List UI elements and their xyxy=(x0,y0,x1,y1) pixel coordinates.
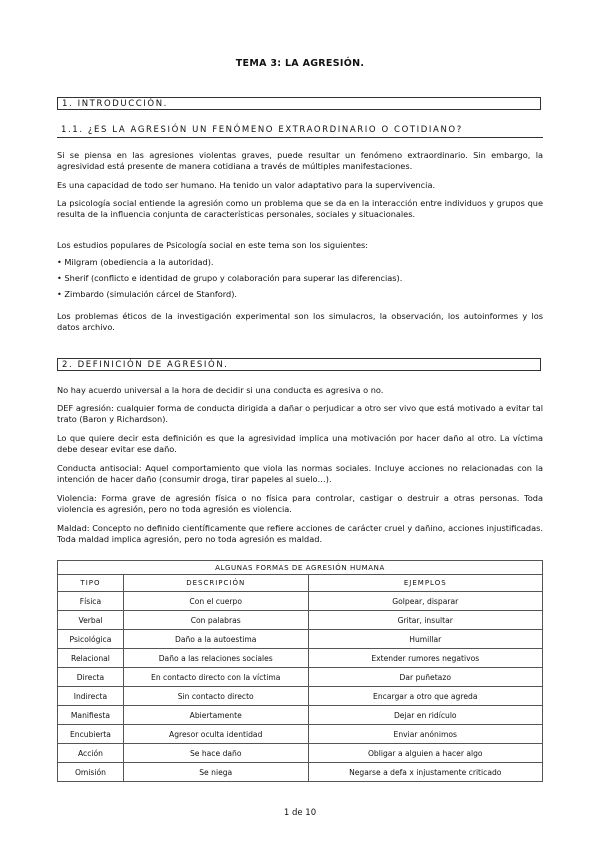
table-cell: Negarse a defa x injustamente criticado xyxy=(308,763,542,782)
table-row xyxy=(58,687,543,706)
intro-paragraph-3: La psicología social entiende la agresión como un problema que se da en la interacción entre individuos y grupos que resulta de la influencia conjunta de características personales, sociales y situacionales. xyxy=(57,198,543,219)
intro-paragraph-1: Si se piensa en las agresiones violentas graves, puede resultar un fenómeno extraordinario. Sin embargo, la agresividad está presente de manera cotidiana a través de múltiples manifestaciones. xyxy=(57,150,543,171)
table-cell: Dejar en ridículo xyxy=(308,706,542,725)
table-cell: Física xyxy=(58,592,124,611)
table-cell: Abiertamente xyxy=(123,706,308,725)
table-cell: Extender rumores negativos xyxy=(308,649,542,668)
list-item: • Sherif (conflicto e identidad de grupo y colaboración para superar las diferencias). xyxy=(57,273,403,283)
table-cell: Manifiesta xyxy=(58,706,124,725)
table-cell: Gritar, insultar xyxy=(308,611,542,630)
section-heading-definicion: 2. DEFINICIÓN DE AGRESIÓN. xyxy=(57,358,541,371)
column-header-ejemplos: EJEMPLOS xyxy=(308,575,542,592)
subsection-heading-1-1: 1.1. ¿ES LA AGRESIÓN UN FENÓMENO EXTRAORDINARIO O COTIDIANO? xyxy=(57,125,543,138)
table-cell: Encubierta xyxy=(58,725,124,744)
intro-paragraph-2: Es una capacidad de todo ser humano. Ha tenido un valor adaptativo para la supervivencia. xyxy=(57,180,436,190)
table-row xyxy=(58,630,543,649)
section-heading-introduccion: 1. INTRODUCCIÓN. xyxy=(57,97,541,110)
table-row xyxy=(58,763,543,782)
table-cell: Encargar a otro que agreda xyxy=(308,687,542,706)
table-row xyxy=(58,592,543,611)
table-cell: Sin contacto directo xyxy=(123,687,308,706)
table-cell: Humillar xyxy=(308,630,542,649)
definition-paragraph-4: Conducta antisocial: Aquel comportamiento que viola las normas sociales. Incluye acciones no relacionadas con la intención de hacer daño (consumir droga, tirar papeles al suelo…). xyxy=(57,463,543,484)
table-cell: Obligar a alguien a hacer algo xyxy=(308,744,542,763)
aggression-forms-table xyxy=(57,560,543,782)
table-cell: Golpear, disparar xyxy=(308,592,542,611)
definition-paragraph-3: Lo que quiere decir esta definición es que la agresividad implica una motivación por hacer daño al otro. La víctima debe desear evitar ese daño. xyxy=(57,433,543,454)
table-cell: Enviar anónimos xyxy=(308,725,542,744)
table-cell: Se hace daño xyxy=(123,744,308,763)
page-number: 1 de 10 xyxy=(283,808,317,818)
table-row xyxy=(58,725,543,744)
column-header-descripcion: DESCRIPCIÓN xyxy=(123,575,308,592)
table-row xyxy=(58,706,543,725)
table-cell: Verbal xyxy=(58,611,124,630)
intro-paragraph-4: Los estudios populares de Psicología social en este tema son los siguientes: xyxy=(57,240,369,250)
table-row xyxy=(58,649,543,668)
table-cell: Con palabras xyxy=(123,611,308,630)
table-row xyxy=(58,744,543,763)
table-caption: ALGUNAS FORMAS DE AGRESIÓN HUMANA xyxy=(58,561,543,575)
table-cell: Agresor oculta identidad xyxy=(123,725,308,744)
table-cell: Relacional xyxy=(58,649,124,668)
table-cell: Se niega xyxy=(123,763,308,782)
table-cell: Directa xyxy=(58,668,124,687)
intro-paragraph-5: Los problemas éticos de la investigación experimental son los simulacros, la observación, los autoinformes y los datos archivo. xyxy=(57,311,543,332)
table-cell: Acción xyxy=(58,744,124,763)
table-cell: Dar puñetazo xyxy=(308,668,542,687)
definition-paragraph-1: No hay acuerdo universal a la hora de decidir si una conducta es agresiva o no. xyxy=(57,385,384,395)
column-header-tipo: TIPO xyxy=(58,575,124,592)
definition-paragraph-6: Maldad: Concepto no definido científicamente que refiere acciones de carácter cruel y dañino, acciones injustificadas. Toda maldad implica agresión, pero no toda agresión es maldad. xyxy=(57,523,543,544)
page-title: TEMA 3: LA AGRESIÓN. xyxy=(235,58,365,69)
list-item: • Milgram (obediencia a la autoridad). xyxy=(57,257,214,267)
table-cell: Daño a las relaciones sociales xyxy=(123,649,308,668)
table-cell: En contacto directo con la víctima xyxy=(123,668,308,687)
table-cell: Con el cuerpo xyxy=(123,592,308,611)
table-cell: Daño a la autoestima xyxy=(123,630,308,649)
table-row xyxy=(58,611,543,630)
list-item: • Zimbardo (simulación cárcel de Stanford). xyxy=(57,289,237,299)
table-cell: Psicológica xyxy=(58,630,124,649)
table-cell: Indirecta xyxy=(58,687,124,706)
table-cell: Omisión xyxy=(58,763,124,782)
definition-paragraph-2: DEF agresión: cualquier forma de conducta dirigida a dañar o perjudicar a otro ser vivo que está motivado a evitar tal trato (Baron y Richardson). xyxy=(57,403,543,424)
definition-paragraph-5: Violencia: Forma grave de agresión física o no física para controlar, castigar o destruir a otras personas. Toda violencia es agresión, pero no toda agresión es violencia. xyxy=(57,493,543,514)
table-row xyxy=(58,668,543,687)
